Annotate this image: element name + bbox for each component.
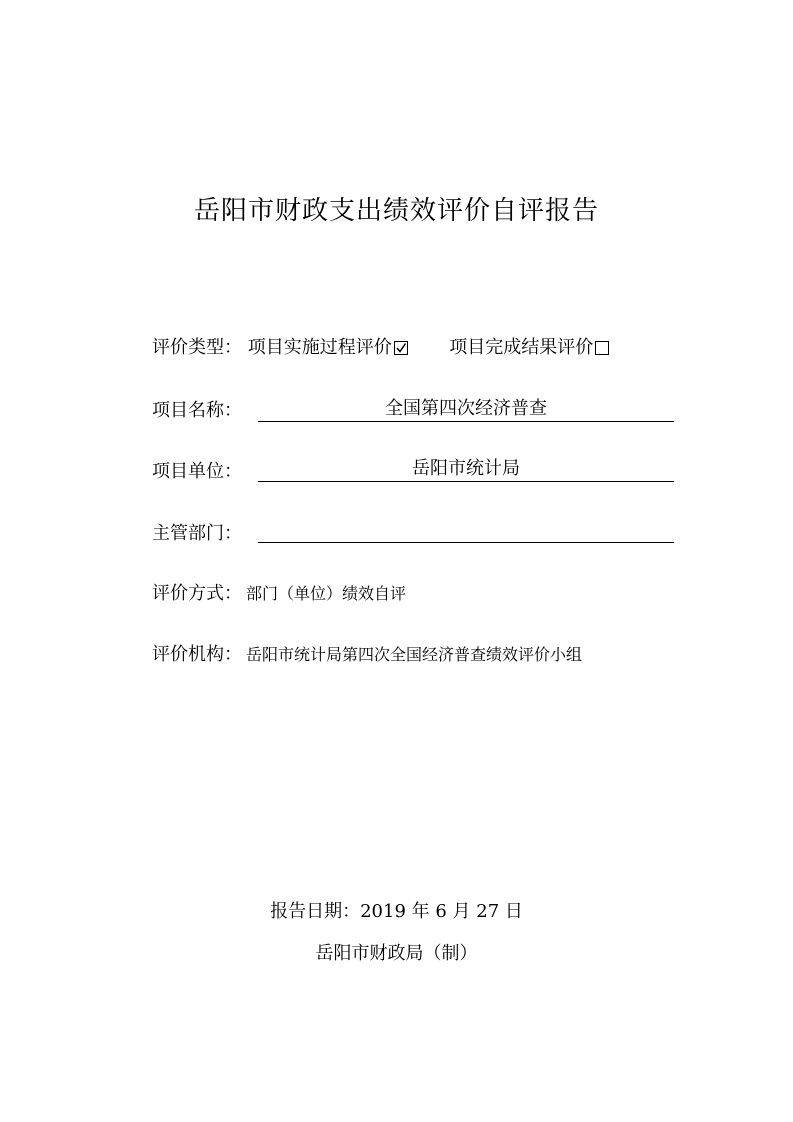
project-name-field[interactable]: 全国第四次经济普查 <box>258 397 674 422</box>
supervisor-field[interactable] <box>258 518 674 543</box>
project-unit-label: 项目单位： <box>152 461 242 482</box>
process-evaluation-checkbox[interactable] <box>394 341 408 355</box>
checkmark-icon <box>395 342 407 354</box>
evaluation-org-value: 岳阳市统计局第四次全国经济普查绩效评价小组 <box>246 645 583 664</box>
supervisor-row <box>152 522 242 546</box>
project-unit-field[interactable]: 岳阳市统计局 <box>258 457 674 482</box>
report-date: 报告日期：2019 年 6 月 27 日 <box>270 901 523 922</box>
project-name-label: 项目名称： <box>152 400 242 421</box>
document-title: 岳阳市财政支出绩效评价自评报告 <box>193 196 599 226</box>
supervisor-label: 主管部门： <box>152 523 242 544</box>
evaluation-method-value: 部门（单位）绩效自评 <box>246 584 407 603</box>
project-unit-row <box>152 460 242 484</box>
evaluation-org-label: 评价机构： <box>152 644 242 665</box>
evaluation-type-row <box>152 336 609 360</box>
option-result-evaluation-label: 项目完成结果评价 <box>449 337 594 358</box>
project-name-row <box>152 399 242 423</box>
result-evaluation-checkbox[interactable] <box>595 341 609 355</box>
evaluation-type-label: 评价类型： <box>152 337 242 358</box>
evaluation-method-label: 评价方式： <box>152 583 242 604</box>
evaluation-method-row <box>152 582 406 606</box>
option-process-evaluation-label: 项目实施过程评价 <box>247 337 392 358</box>
evaluation-org-row <box>152 643 582 667</box>
issuer: 岳阳市财政局（制） <box>315 943 478 964</box>
